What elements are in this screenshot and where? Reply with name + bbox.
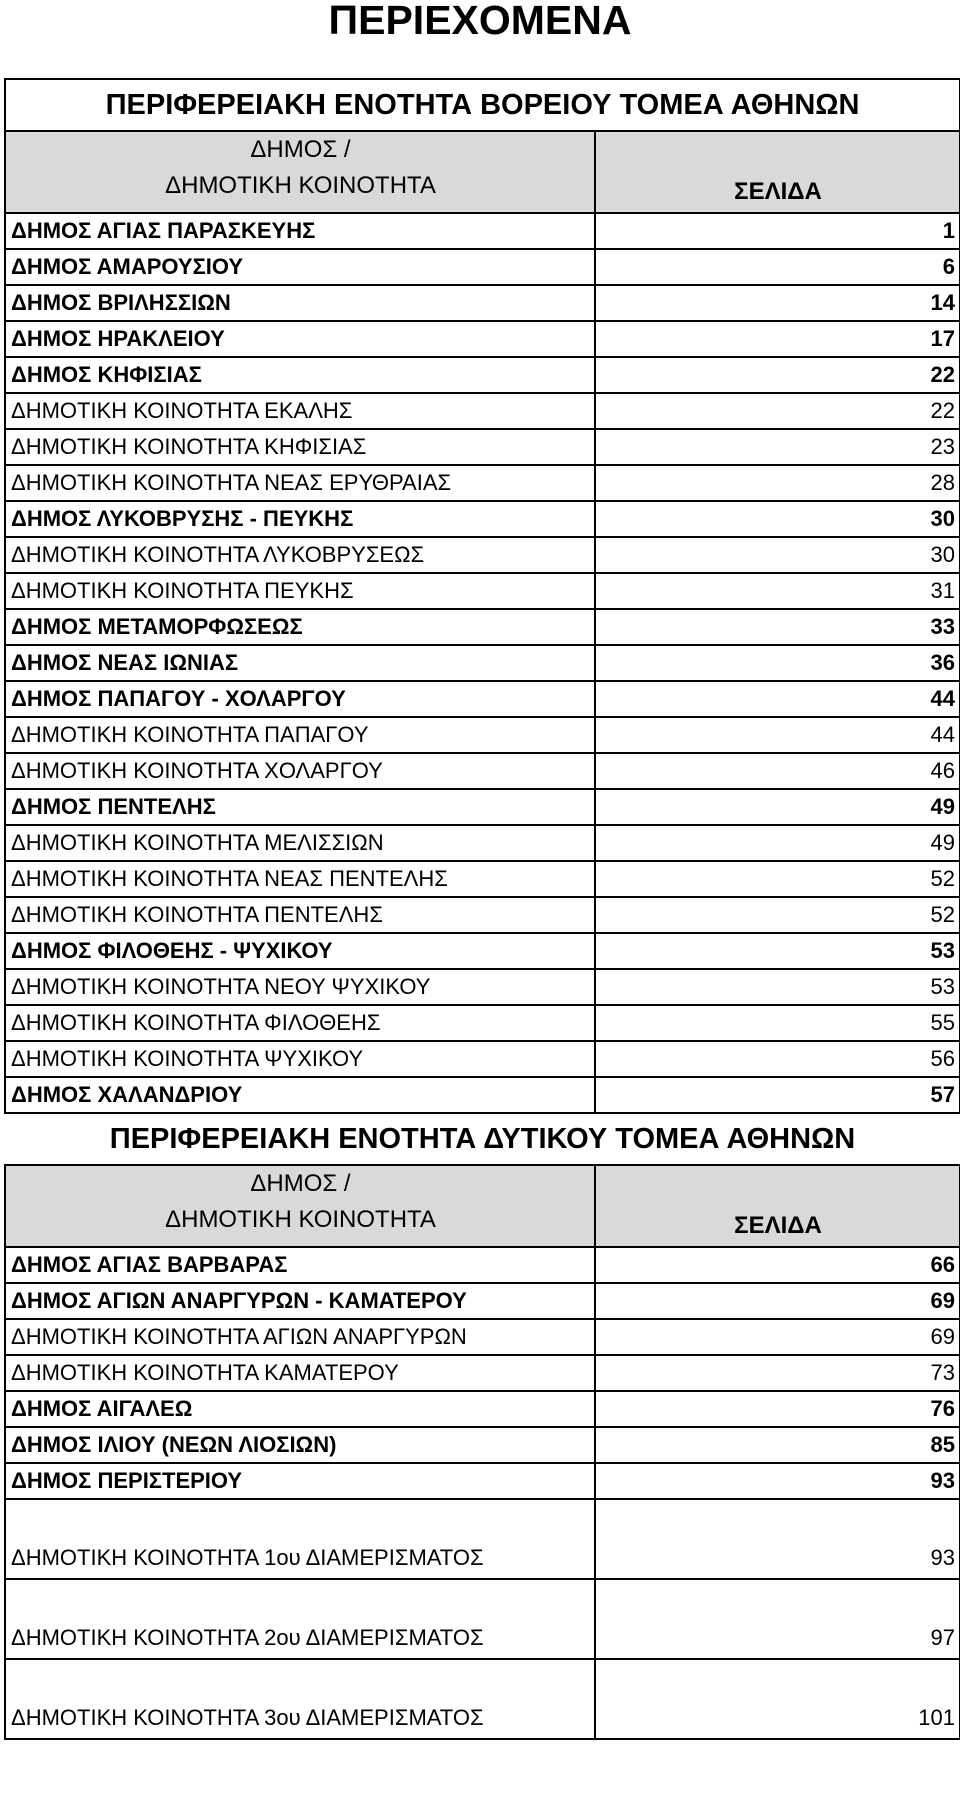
entry-page: 52 (595, 861, 960, 897)
entry-name: ΔΗΜΟΣ ΑΙΓΑΛΕΩ (5, 1391, 595, 1427)
table-row (5, 1499, 960, 1579)
table-row (5, 789, 960, 825)
header-municipality (5, 1165, 595, 1247)
entry-name: ΔΗΜΟΤΙΚΗ ΚΟΙΝΟΤΗΤΑ ΝΕΑΣ ΠΕΝΤΕΛΗΣ (5, 861, 595, 897)
header-municipality (5, 131, 595, 213)
entry-name: ΔΗΜΟΤΙΚΗ ΚΟΙΝΟΤΗΤΑ ΧΟΛΑΡΓΟΥ (5, 753, 595, 789)
entry-page: 22 (595, 357, 960, 393)
table-row (5, 825, 960, 861)
entry-page: 57 (595, 1077, 960, 1113)
entry-name: ΔΗΜΟΣ ΗΡΑΚΛΕΙΟΥ (5, 321, 595, 357)
entry-name: ΔΗΜΟΤΙΚΗ ΚΟΙΝΟΤΗΤΑ ΠΕΝΤΕΛΗΣ (5, 897, 595, 933)
entry-name: ΔΗΜΟΤΙΚΗ ΚΟΙΝΟΤΗΤΑ ΚΑΜΑΤΕΡΟΥ (5, 1355, 595, 1391)
entry-page: 93 (595, 1463, 960, 1499)
entry-name: ΔΗΜΟΤΙΚΗ ΚΟΙΝΟΤΗΤΑ ΕΚΑΛΗΣ (5, 393, 595, 429)
entry-page: 30 (595, 501, 960, 537)
entry-name: ΔΗΜΟΣ ΑΓΙΑΣ ΒΑΡΒΑΡΑΣ (5, 1247, 595, 1283)
header-line-2: ΔΗΜΟΤΙΚΗ ΚΟΙΝΟΤΗΤΑ (165, 1206, 436, 1233)
table-row (5, 1247, 960, 1283)
entry-name: ΔΗΜΟΤΙΚΗ ΚΟΙΝΟΤΗΤΑ ΝΕΟΥ ΨΥΧΙΚΟΥ (5, 969, 595, 1005)
entry-page: 56 (595, 1041, 960, 1077)
table-row (5, 1659, 960, 1739)
table-row (5, 1077, 960, 1113)
header-line-2: ΔΗΜΟΤΙΚΗ ΚΟΙΝΟΤΗΤΑ (165, 172, 436, 199)
entry-page: 53 (595, 933, 960, 969)
header-line-1: ΔΗΜΟΣ / (250, 136, 351, 163)
entry-page: 101 (595, 1659, 960, 1739)
table-row (5, 501, 960, 537)
table-header-row (5, 131, 960, 213)
header-page: ΣΕΛΙΔΑ (595, 131, 960, 213)
region-title-row (5, 79, 960, 131)
entry-name: ΔΗΜΟΣ ΠΕΝΤΕΛΗΣ (5, 789, 595, 825)
entry-page: 14 (595, 285, 960, 321)
table-row (5, 1391, 960, 1427)
table-row (5, 1579, 960, 1659)
table-row (5, 969, 960, 1005)
table-row (5, 861, 960, 897)
entry-name: ΔΗΜΟΣ ΠΕΡΙΣΤΕΡΙΟΥ (5, 1463, 595, 1499)
page-title: ΠΕΡΙΕΧΟΜΕΝΑ (328, 0, 632, 43)
entry-page: 49 (595, 825, 960, 861)
entry-page: 53 (595, 969, 960, 1005)
entry-name: ΔΗΜΟΤΙΚΗ ΚΟΙΝΟΤΗΤΑ ΚΗΦΙΣΙΑΣ (5, 429, 595, 465)
table-row (5, 609, 960, 645)
contents-body (5, 79, 960, 1739)
entry-page: 46 (595, 753, 960, 789)
table-row (5, 933, 960, 969)
entry-name: ΔΗΜΟΣ ΑΜΑΡΟΥΣΙΟΥ (5, 249, 595, 285)
entry-page: 36 (595, 645, 960, 681)
entry-name: ΔΗΜΟΤΙΚΗ ΚΟΙΝΟΤΗΤΑ 3ου ΔΙΑΜΕΡΙΣΜΑΤΟΣ (5, 1659, 595, 1739)
entry-name: ΔΗΜΟΣ ΑΓΙΩΝ ΑΝΑΡΓΥΡΩΝ - ΚΑΜΑΤΕΡΟΥ (5, 1283, 595, 1319)
table-row (5, 537, 960, 573)
table-row (5, 1355, 960, 1391)
region-title-row (5, 1113, 960, 1165)
table-row (5, 321, 960, 357)
entry-name: ΔΗΜΟΤΙΚΗ ΚΟΙΝΟΤΗΤΑ ΠΕΥΚΗΣ (5, 573, 595, 609)
table-row (5, 465, 960, 501)
entry-name: ΔΗΜΟΤΙΚΗ ΚΟΙΝΟΤΗΤΑ ΦΙΛΟΘΕΗΣ (5, 1005, 595, 1041)
entry-page: 1 (595, 213, 960, 249)
entry-page: 69 (595, 1283, 960, 1319)
table-row (5, 1005, 960, 1041)
entry-name: ΔΗΜΟΣ ΒΡΙΛΗΣΣΙΩΝ (5, 285, 595, 321)
contents-table (4, 78, 960, 1740)
entry-page: 23 (595, 429, 960, 465)
entry-page: 85 (595, 1427, 960, 1463)
header-page: ΣΕΛΙΔΑ (595, 1165, 960, 1247)
entry-name: ΔΗΜΟΤΙΚΗ ΚΟΙΝΟΤΗΤΑ ΑΓΙΩΝ ΑΝΑΡΓΥΡΩΝ (5, 1319, 595, 1355)
entry-name: ΔΗΜΟΣ ΙΛΙΟΥ (ΝΕΩΝ ΛΙΟΣΙΩΝ) (5, 1427, 595, 1463)
entry-page: 44 (595, 681, 960, 717)
entry-name: ΔΗΜΟΣ ΚΗΦΙΣΙΑΣ (5, 357, 595, 393)
entry-page: 73 (595, 1355, 960, 1391)
entry-page: 33 (595, 609, 960, 645)
entry-name: ΔΗΜΟΤΙΚΗ ΚΟΙΝΟΤΗΤΑ 1ου ΔΙΑΜΕΡΙΣΜΑΤΟΣ (5, 1499, 595, 1579)
table-row (5, 249, 960, 285)
table-row (5, 429, 960, 465)
entry-name: ΔΗΜΟΤΙΚΗ ΚΟΙΝΟΤΗΤΑ ΨΥΧΙΚΟΥ (5, 1041, 595, 1077)
region-title: ΠΕΡΙΦΕΡΕΙΑΚΗ ΕΝΟΤΗΤΑ ΒΟΡΕΙΟΥ ΤΟΜΕΑ ΑΘΗΝΩΝ (5, 79, 960, 131)
table-row (5, 1283, 960, 1319)
region-title: ΠΕΡΙΦΕΡΕΙΑΚΗ ΕΝΟΤΗΤΑ ΔΥΤΙΚΟΥ ΤΟΜΕΑ ΑΘΗΝΩΝ (5, 1113, 960, 1165)
header-line-1: ΔΗΜΟΣ / (250, 1170, 351, 1197)
entry-name: ΔΗΜΟΣ ΦΙΛΟΘΕΗΣ - ΨΥΧΙΚΟΥ (5, 933, 595, 969)
entry-page: 17 (595, 321, 960, 357)
entry-page: 69 (595, 1319, 960, 1355)
entry-name: ΔΗΜΟΤΙΚΗ ΚΟΙΝΟΤΗΤΑ ΛΥΚΟΒΡΥΣΕΩΣ (5, 537, 595, 573)
entry-name: ΔΗΜΟΣ ΠΑΠΑΓΟΥ - ΧΟΛΑΡΓΟΥ (5, 681, 595, 717)
table-row (5, 645, 960, 681)
entry-name: ΔΗΜΟΣ ΝΕΑΣ ΙΩΝΙΑΣ (5, 645, 595, 681)
entry-name: ΔΗΜΟΣ ΛΥΚΟΒΡΥΣΗΣ - ΠΕΥΚΗΣ (5, 501, 595, 537)
entry-page: 44 (595, 717, 960, 753)
table-header-row (5, 1165, 960, 1247)
entry-name: ΔΗΜΟΤΙΚΗ ΚΟΙΝΟΤΗΤΑ ΠΑΠΑΓΟΥ (5, 717, 595, 753)
entry-name: ΔΗΜΟΤΙΚΗ ΚΟΙΝΟΤΗΤΑ ΜΕΛΙΣΣΙΩΝ (5, 825, 595, 861)
entry-name: ΔΗΜΟΤΙΚΗ ΚΟΙΝΟΤΗΤΑ ΝΕΑΣ ΕΡΥΘΡΑΙΑΣ (5, 465, 595, 501)
table-row (5, 393, 960, 429)
table-row (5, 1319, 960, 1355)
table-row (5, 357, 960, 393)
table-row (5, 1463, 960, 1499)
entry-name: ΔΗΜΟΣ ΜΕΤΑΜΟΡΦΩΣΕΩΣ (5, 609, 595, 645)
entry-page: 76 (595, 1391, 960, 1427)
entry-name: ΔΗΜΟΤΙΚΗ ΚΟΙΝΟΤΗΤΑ 2ου ΔΙΑΜΕΡΙΣΜΑΤΟΣ (5, 1579, 595, 1659)
entry-page: 31 (595, 573, 960, 609)
table-row (5, 573, 960, 609)
entry-page: 49 (595, 789, 960, 825)
table-row (5, 717, 960, 753)
entry-page: 30 (595, 537, 960, 573)
table-row (5, 897, 960, 933)
table-row (5, 213, 960, 249)
entry-page: 97 (595, 1579, 960, 1659)
entry-page: 28 (595, 465, 960, 501)
table-row (5, 753, 960, 789)
entry-page: 93 (595, 1499, 960, 1579)
entry-page: 52 (595, 897, 960, 933)
entry-name: ΔΗΜΟΣ ΧΑΛΑΝΔΡΙΟΥ (5, 1077, 595, 1113)
entry-page: 66 (595, 1247, 960, 1283)
entry-page: 55 (595, 1005, 960, 1041)
table-row (5, 1041, 960, 1077)
entry-name: ΔΗΜΟΣ ΑΓΙΑΣ ΠΑΡΑΣΚΕΥΗΣ (5, 213, 595, 249)
entry-page: 22 (595, 393, 960, 429)
table-row (5, 285, 960, 321)
table-row (5, 1427, 960, 1463)
entry-page: 6 (595, 249, 960, 285)
table-row (5, 681, 960, 717)
